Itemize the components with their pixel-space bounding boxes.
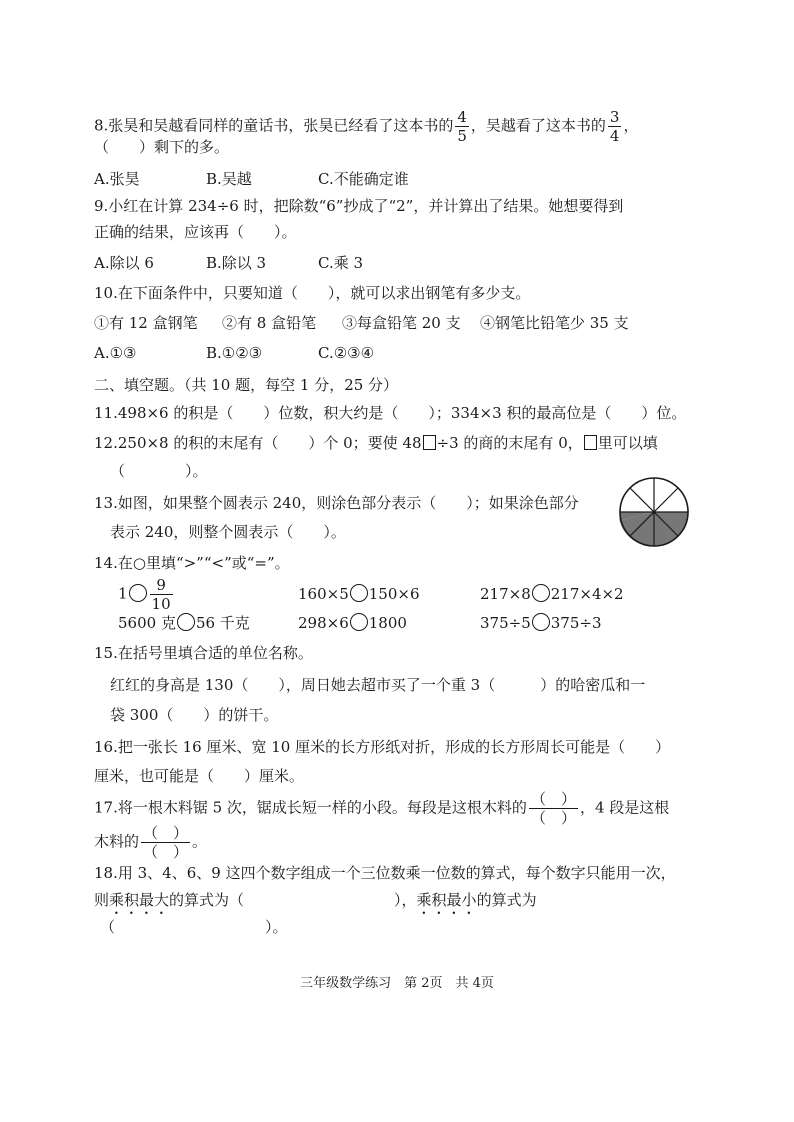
compare-circle[interactable] bbox=[129, 584, 147, 602]
q9-options bbox=[94, 250, 363, 276]
q14-row1 bbox=[118, 576, 624, 612]
condition-2: ②有 8 盒铅笔 bbox=[222, 314, 317, 332]
q10-line1: 10.在下面条件中，只要知道（ ），就可以求出钢笔有多少支。 bbox=[94, 284, 531, 302]
box-blank bbox=[423, 435, 436, 450]
q9-line1: 9.小红在计算 234÷6 时，把除数“6”抄成了“2”，并计算出了结果。她想要得到 bbox=[94, 197, 624, 215]
q18-line2: 则乘积最大的算式为（ ），乘积最小的算式为 bbox=[94, 891, 537, 909]
compare-circle[interactable] bbox=[177, 613, 195, 631]
option-a[interactable]: A.张昊 bbox=[94, 170, 140, 188]
q12-line2: （ ）。 bbox=[110, 462, 208, 480]
q15-line3: 袋 300（ ）的饼干。 bbox=[110, 706, 279, 724]
q17-line1: 17.将一根木料锯 5 次，锯成长短一样的小段。每段是这根木料的 $\frac{( )}{( )}$ ，4 段是这根 bbox=[94, 790, 670, 827]
q10-options bbox=[94, 340, 374, 366]
q8-options bbox=[94, 166, 409, 192]
q18-line3: （ ）。 bbox=[100, 918, 288, 936]
compare-circle[interactable] bbox=[532, 584, 550, 602]
condition-3: ③每盒铅笔 20 支 bbox=[342, 314, 461, 332]
fraction: $\frac{4}{5}$ bbox=[457, 108, 467, 145]
compare-item: 1 $\frac{9}{10}$ bbox=[118, 576, 171, 613]
circle-diagram bbox=[618, 476, 690, 548]
q15-line2: 红红的身高是 130（ ），周日她去超市买了一个重 3（ ）的哈密瓜和一 bbox=[110, 676, 646, 694]
q10-conditions bbox=[94, 310, 629, 336]
q16-line1: 16.把一张长 16 厘米、宽 10 厘米的长方形纸对折，形成的长方形周长可能是（ ） bbox=[94, 738, 671, 756]
blank-fraction[interactable]: $\frac{( )}{( )}$ bbox=[143, 824, 189, 861]
option-c[interactable]: C.不能确定谁 bbox=[318, 170, 409, 188]
q8-line1: 8.张昊和吴越看同样的童话书，张昊已经看了这本书的 $\frac{4}{5}$ ，吴越看了这本书的 $\frac{3}{4}$ ， bbox=[94, 108, 639, 145]
emphasis-text: 乘积最大 bbox=[109, 891, 170, 909]
option-c[interactable]: C.乘 3 bbox=[318, 254, 364, 272]
q12-line1: 12.250×8 的积的末尾有（ ）个 0；要使 48 ÷3 的商的末尾有 0， 里可以填 bbox=[94, 434, 658, 452]
compare-item: 160×5 150×6 bbox=[298, 584, 420, 603]
condition-4: ④钢笔比铅笔少 35 支 bbox=[480, 314, 629, 332]
option-a[interactable]: A.①③ bbox=[94, 344, 137, 362]
q15-line1: 15.在括号里填合适的单位名称。 bbox=[94, 644, 313, 662]
option-b[interactable]: B.除以 3 bbox=[206, 254, 267, 272]
option-a[interactable]: A.除以 6 bbox=[94, 254, 154, 272]
q13-line2: 表示 240，则整个圆表示（ ）。 bbox=[110, 523, 346, 541]
q8-line2: （ ）剩下的多。 bbox=[94, 138, 230, 156]
section-heading: 二、填空题。（共 10 题，每空 1 分，25 分） bbox=[94, 376, 399, 394]
option-c[interactable]: C.②③④ bbox=[318, 344, 375, 362]
q17-line2: 木料的 $\frac{( )}{( )}$ 。 bbox=[94, 824, 208, 861]
fraction: $\frac{9}{10}$ bbox=[151, 576, 171, 613]
box-blank bbox=[584, 435, 597, 450]
q14-line1: 14.在○里填“>”“<”或“=”。 bbox=[94, 554, 290, 572]
compare-item: 375÷5 375÷3 bbox=[480, 614, 602, 632]
compare-item: 298×6 1800 bbox=[298, 614, 407, 632]
condition-1: ①有 12 盒钢笔 bbox=[94, 314, 198, 332]
q14-row2 bbox=[118, 610, 602, 636]
compare-item: 5600 克 56 千克 bbox=[118, 614, 250, 632]
page-footer: 三年级数学练习 第 2页 共 4页 bbox=[300, 976, 494, 991]
q13-line1: 13.如图，如果整个圆表示 240，则涂色部分表示（ ）；如果涂色部分 bbox=[94, 494, 579, 512]
emphasis-text: 乘积最小 bbox=[416, 891, 477, 909]
q18-line1: 18.用 3、4、6、9 这四个数字组成一个三位数乘一位数的算式，每个数字只能用一次， bbox=[94, 864, 676, 882]
compare-circle[interactable] bbox=[350, 584, 368, 602]
q11: 11.498×6 的积是（ ）位数，积大约是（ ）；334×3 积的最高位是（ ）位。 bbox=[94, 404, 687, 422]
compare-item: 217×8 217×4×2 bbox=[480, 584, 624, 603]
option-b[interactable]: B.①②③ bbox=[206, 344, 263, 362]
option-b[interactable]: B.吴越 bbox=[206, 170, 252, 188]
q16-line2: 厘米，也可能是（ ）厘米。 bbox=[94, 767, 305, 785]
fraction: $\frac{3}{4}$ bbox=[609, 108, 620, 145]
blank-fraction[interactable]: $\frac{( )}{( )}$ bbox=[530, 790, 576, 827]
compare-circle[interactable] bbox=[350, 613, 368, 631]
compare-circle[interactable] bbox=[532, 613, 550, 631]
q9-line2: 正确的结果，应该再（ ）。 bbox=[94, 223, 297, 241]
